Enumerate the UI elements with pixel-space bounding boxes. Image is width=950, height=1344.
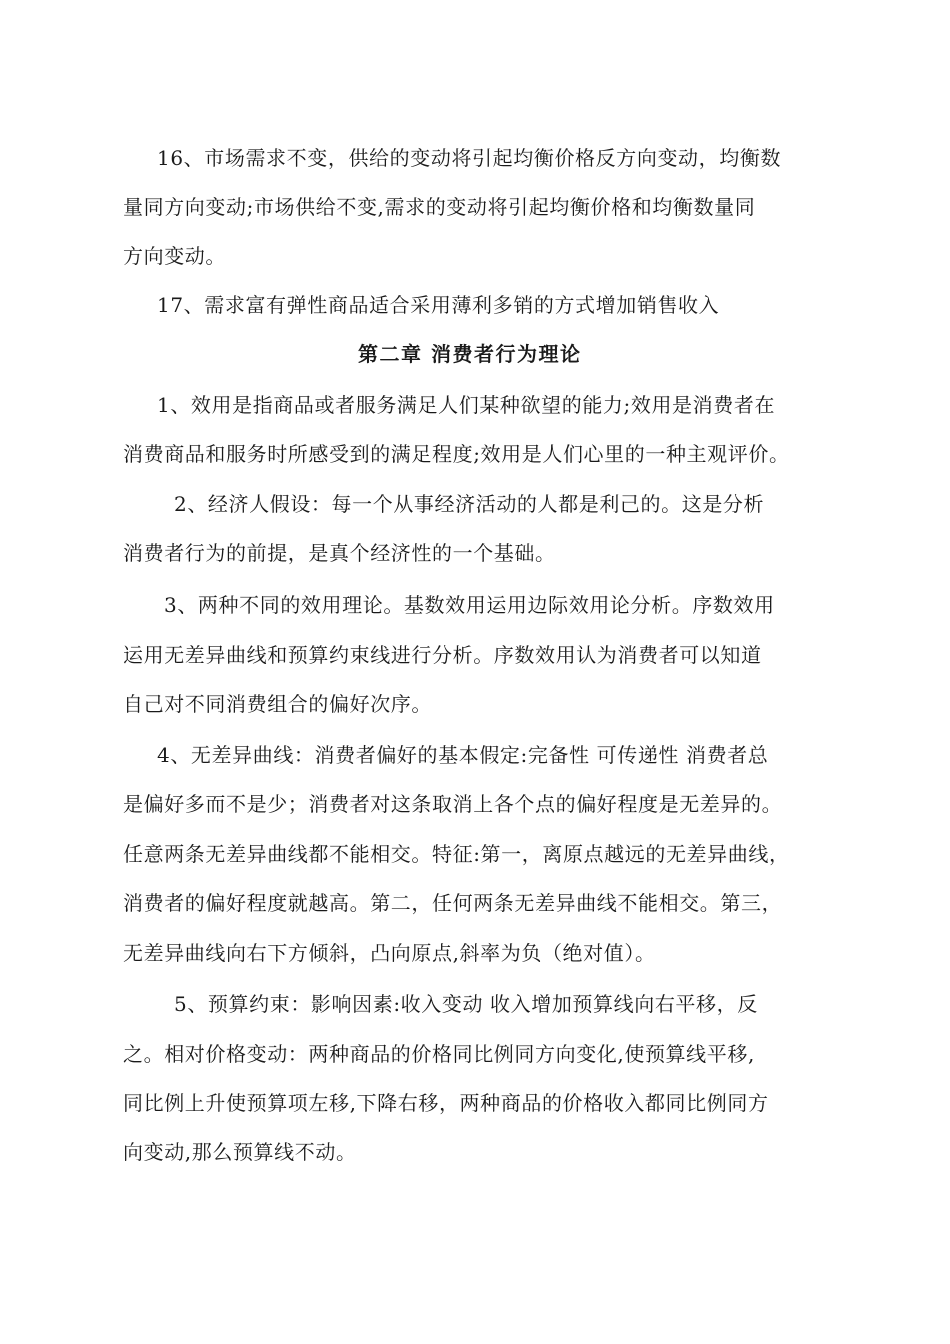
- item-16-line-2: 量同方向变动;市场供给不变,需求的变动将引起均衡价格和均衡数量同: [123, 195, 756, 219]
- chapter2-item-4-line-5: 无差异曲线向右下方倾斜，凸向原点,斜率为负（绝对值）。: [123, 941, 656, 965]
- item-16-line-1: 16、市场需求不变，供给的变动将引起均衡价格反方向变动，均衡数: [157, 146, 782, 170]
- chapter2-item-4-line-1: 4、无差异曲线：消费者偏好的基本假定:完备性 可传递性 消费者总: [157, 743, 769, 767]
- item-16-line-3: 方向变动。: [123, 244, 226, 268]
- item-17-line-1: 17、需求富有弹性商品适合采用薄利多销的方式增加销售收入: [157, 293, 720, 317]
- chapter2-item-4-line-2: 是偏好多而不是少；消费者对这条取消上各个点的偏好程度是无差异的。: [123, 792, 783, 816]
- chapter2-item-3-line-3: 自己对不同消费组合的偏好次序。: [123, 692, 432, 716]
- chapter-title: 第二章 消费者行为理论: [358, 342, 582, 366]
- chapter2-item-3-line-1: 3、两种不同的效用理论。基数效用运用边际效用论分析。序数效用: [164, 593, 775, 617]
- chapter2-item-1-line-2: 消费商品和服务时所感受到的满足程度;效用是人们心里的一种主观评价。: [123, 442, 790, 466]
- chapter2-item-3-line-2: 运用无差异曲线和预算约束线进行分析。序数效用认为消费者可以知道: [123, 643, 762, 667]
- chapter2-item-5-line-1: 5、预算约束：影响因素:收入变动 收入增加预算线向右平移，反: [174, 992, 758, 1016]
- chapter2-item-1-line-1: 1、效用是指商品或者服务满足人们某种欲望的能力;效用是消费者在: [157, 393, 776, 417]
- chapter2-item-2-line-1: 2、经济人假设：每一个从事经济活动的人都是利己的。这是分析: [174, 492, 765, 516]
- chapter2-item-5-line-4: 向变动,那么预算线不动。: [123, 1140, 357, 1164]
- chapter2-item-2-line-2: 消费者行为的前提，是真个经济性的一个基础。: [123, 541, 556, 565]
- chapter2-item-4-line-4: 消费者的偏好程度就越高。第二，任何两条无差异曲线不能相交。第三，: [123, 891, 783, 915]
- chapter2-item-5-line-2: 之。相对价格变动：两种商品的价格同比例同方向变化,使预算线平移,: [123, 1042, 755, 1066]
- chapter2-item-5-line-3: 同比例上升使预算项左移,下降右移，两种商品的价格收入都同比例同方: [123, 1091, 769, 1115]
- chapter2-item-4-line-3: 任意两条无差异曲线都不能相交。特征:第一，离原点越远的无差异曲线，: [123, 842, 790, 866]
